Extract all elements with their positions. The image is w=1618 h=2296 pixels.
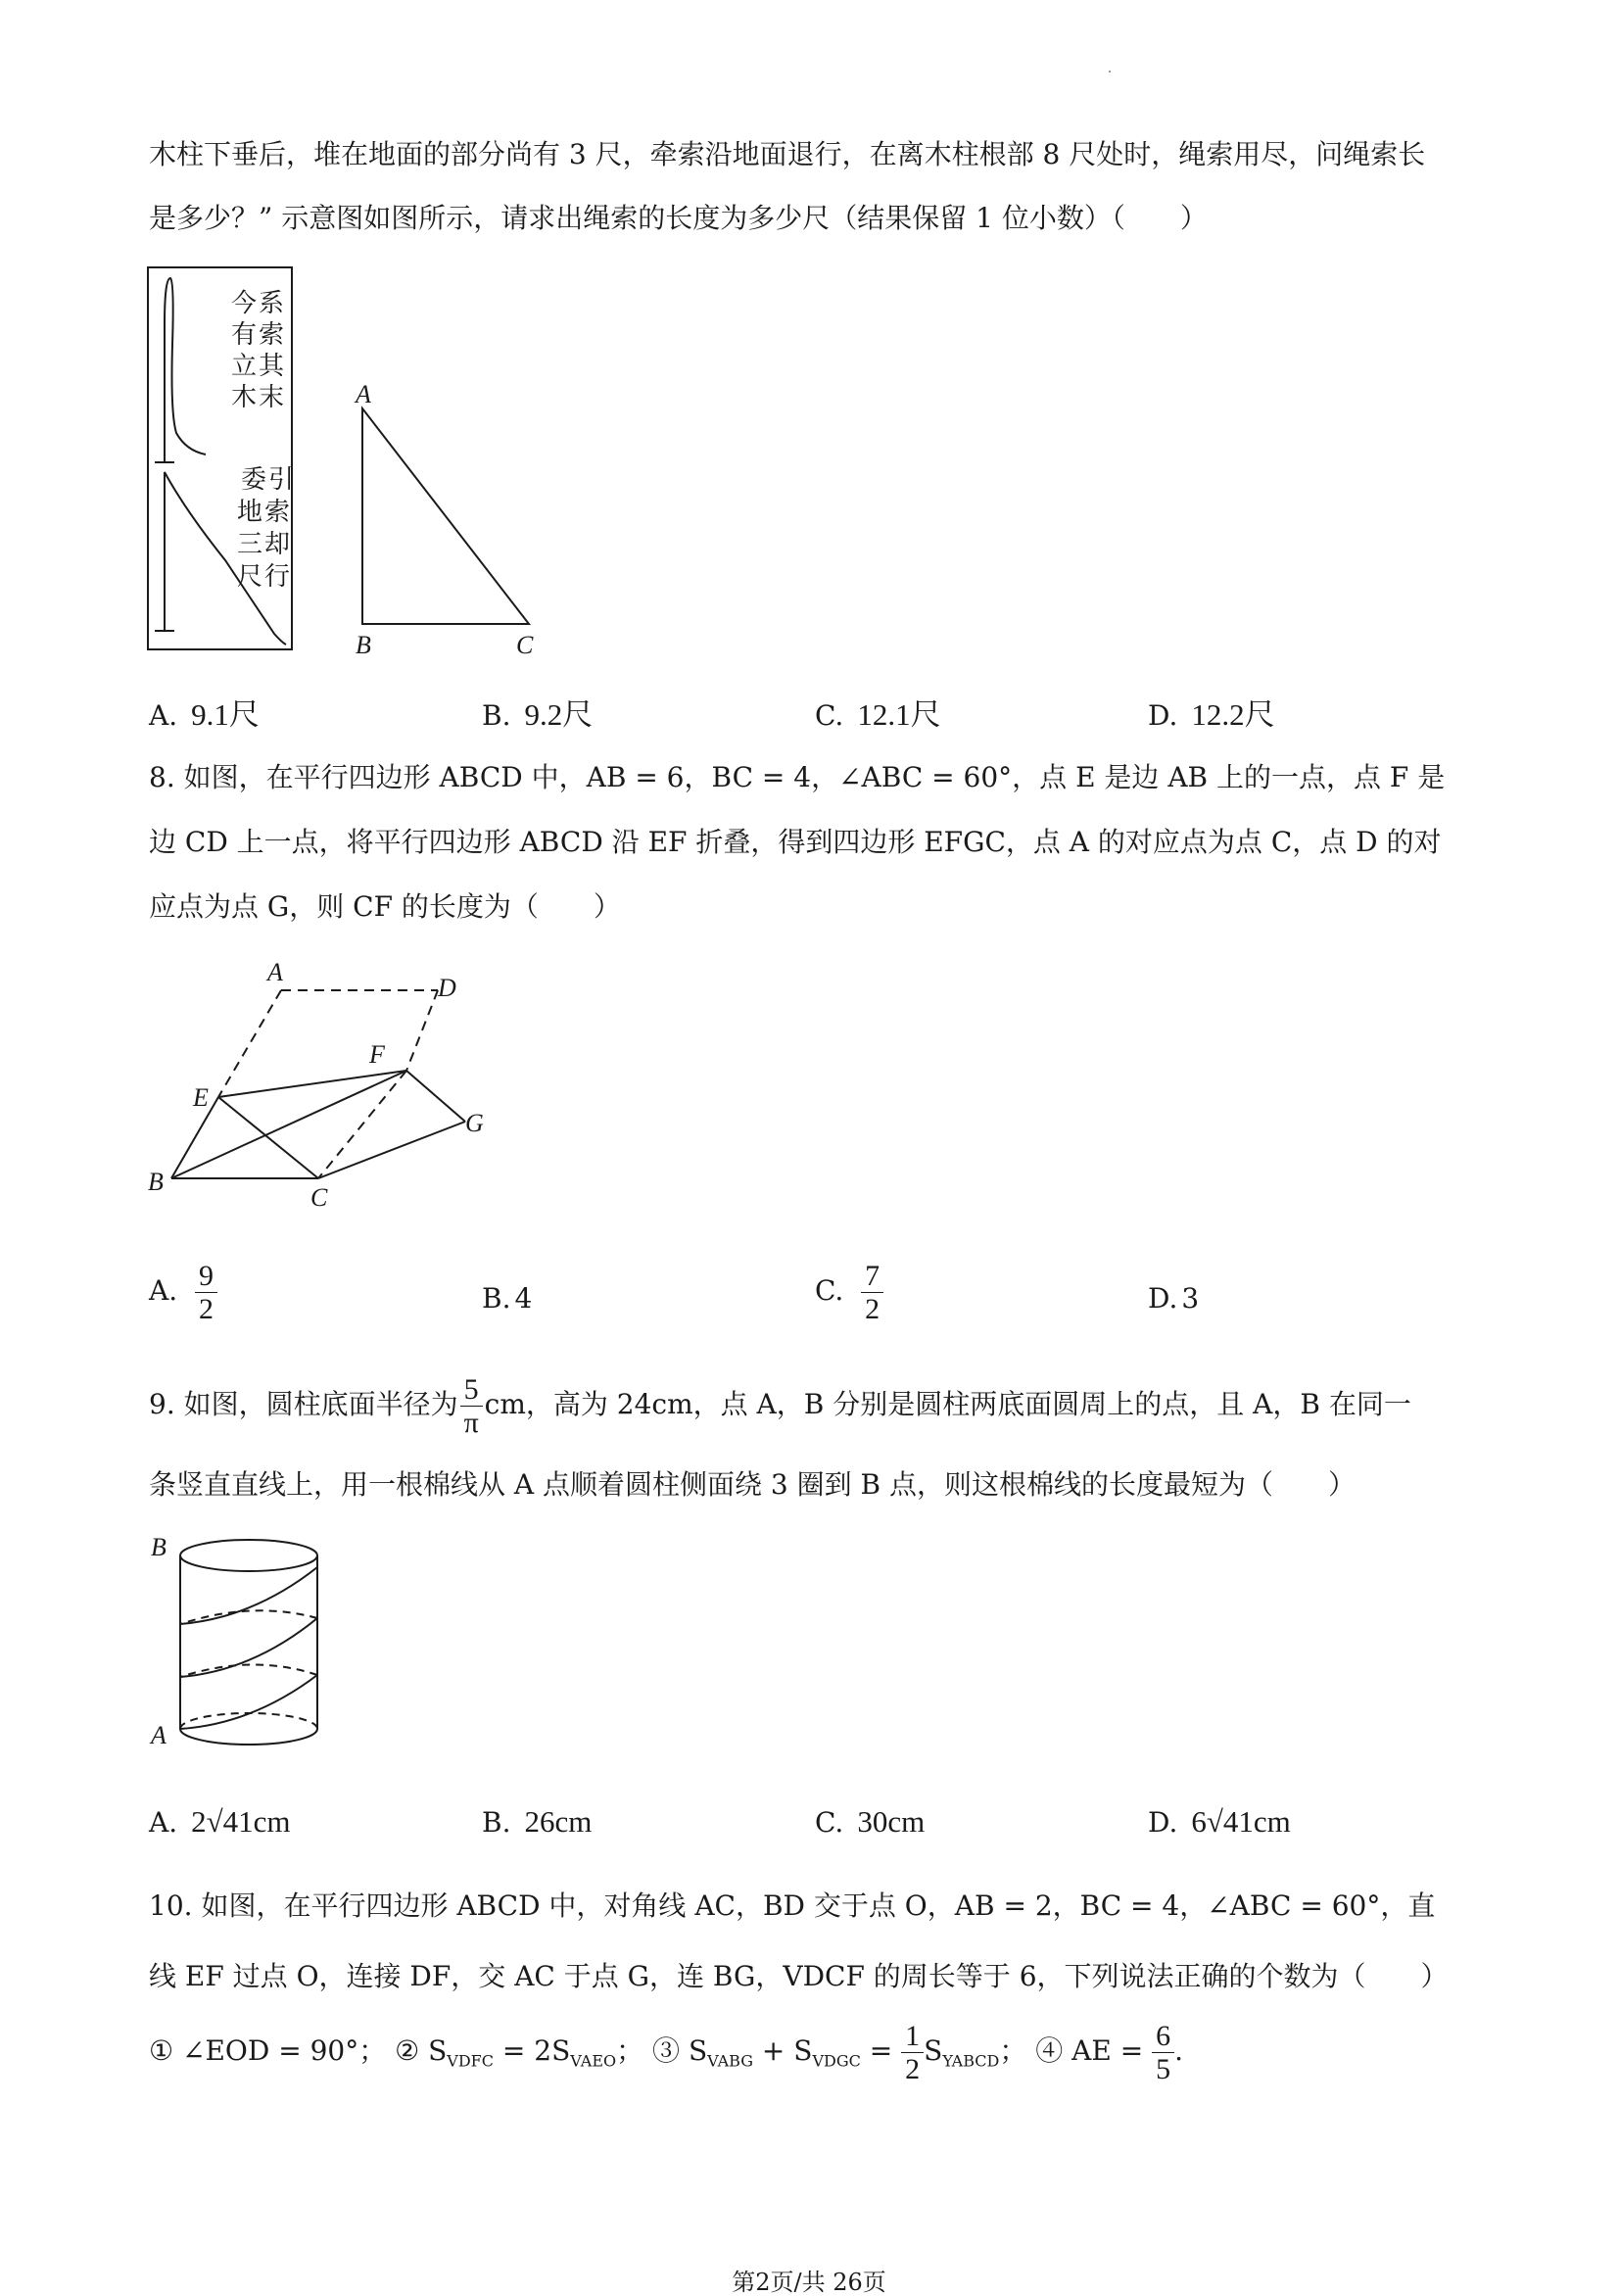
q9-option-b: B. 26cm [482, 1804, 593, 1839]
scroll-char: 有 [231, 320, 258, 350]
q8-text-line-3: 应点为点 G，则 CF 的长度为（ ） [149, 890, 621, 923]
scroll-char: 地 [237, 498, 263, 527]
q10-text-line-1: 10. 如图，在平行四边形 ABCD 中，对角线 AC，BD 交于点 O，AB = 2，BC = 4，∠ABC = 60°，直 [149, 1889, 1436, 1922]
q7-option-d: D. 12.2尺 [1148, 697, 1275, 732]
scroll-char: 立 [231, 352, 258, 381]
q8-text-line-1: 8. 如图，在平行四边形 ABCD 中，AB = 6，BC = 4，∠ABC = 60°，点 E 是边 AB 上的一点，点 F 是 [149, 761, 1446, 793]
vertex-label-a: A [267, 958, 283, 986]
scroll-char: 今 [231, 289, 258, 318]
q7-scroll-figure [147, 266, 296, 653]
q8-text-line-2: 边 CD 上一点，将平行四边形 ABCD 沿 EF 折叠，得到四边形 EFGC，点 A 的对应点为点 C，点 D 的对 [149, 826, 1442, 858]
q9-option-a: A. 2√41cm [149, 1804, 291, 1839]
point-label-b: B [151, 1533, 167, 1561]
scroll-char: 却 [264, 530, 291, 559]
scroll-char: 尺 [237, 562, 263, 592]
vertex-label-e: E [193, 1083, 209, 1112]
vertex-label-c: C [516, 631, 534, 659]
q9-text-line-2: 条竖直直线上，用一根棉线从 A 点顺着圆柱侧面绕 3 圈到 B 点，则这根棉线的长度最短为（ ） [149, 1468, 1356, 1501]
q8-option-a: A. $\frac{9}{2}$ [149, 1260, 217, 1325]
vertex-label-a: A [356, 380, 371, 408]
q7-option-b: B. 9.2尺 [482, 697, 594, 732]
statement-1: ① ∠EOD = 90°； [149, 2034, 387, 2067]
q8-option-c: C. $\frac{7}{2}$ [815, 1260, 883, 1325]
scroll-char: 索 [264, 498, 291, 527]
q10-statements [149, 2020, 1183, 2085]
page-footer: 第2页/共 26页 [732, 2269, 886, 2296]
q8-option-b: B. 4 [482, 1282, 533, 1315]
point-label-a: A [151, 1721, 167, 1749]
q9-option-d: D. 6√41cm [1148, 1804, 1291, 1839]
q7-option-a: A. 9.1尺 [149, 697, 260, 732]
q10-text-line-2: 线 EF 过点 O，连接 DF，交 AC 于点 G，连 BG，VDCF 的周长等于 6，下列说法正确的个数为（ ） [149, 1960, 1449, 1992]
q7-triangle-figure [348, 377, 544, 666]
q8-parallelogram-figure [142, 955, 504, 1220]
scroll-char: 委 [241, 465, 267, 495]
scroll-char: 引 [268, 465, 295, 495]
scroll-char: 木 [231, 383, 258, 412]
vertex-label-b: B [356, 631, 371, 659]
scroll-char: 三 [237, 530, 263, 559]
scroll-char: 行 [264, 562, 291, 592]
vertex-label-c: C [310, 1183, 328, 1212]
q7-option-c: C. 12.1尺 [815, 697, 941, 732]
scroll-char: 末 [259, 383, 285, 412]
vertex-label-g: G [465, 1109, 484, 1137]
q9-cylinder-figure [145, 1528, 331, 1763]
statement-4: ④ AE = $\frac{6}{5}$ . [1035, 2020, 1183, 2085]
q7-text-line-1: 木柱下垂后，堆在地面的部分尚有 3 尺，牵索沿地面退行，在离木柱根部 8 尺处时，绳索用尽，问绳索长 [149, 138, 1426, 170]
scroll-char: 系 [259, 289, 285, 318]
q7-text-line-2: 是多少？” 示意图如图所示，请求出绳索的长度为多少尺（结果保留 1 位小数）（ ） [149, 202, 1208, 234]
q9-text-line-1: 9. 如图，圆柱底面半径为 $\frac{5}{\pi}$ cm，高为 24cm，点 A，B 分别是圆柱两底面圆周上的点，且 A，B 在同一 [149, 1373, 1411, 1439]
statement-2: ② $S_{VDFC} = 2S_{VAEO}$； [395, 2034, 644, 2071]
vertex-label-b: B [148, 1168, 164, 1196]
vertex-label-d: D [438, 974, 456, 1002]
q9-option-c: C. 30cm [815, 1804, 926, 1839]
scan-speck [1109, 71, 1111, 72]
vertex-label-f: F [369, 1040, 385, 1069]
q8-option-d: D. 3 [1148, 1282, 1200, 1315]
statement-3: ③ $S_{VABG} + S_{VDGC}$ = $\frac{1}{2}$ $S_{YABCD}$； [652, 2020, 1027, 2085]
scroll-char: 其 [259, 352, 285, 381]
scroll-char: 索 [259, 320, 285, 350]
